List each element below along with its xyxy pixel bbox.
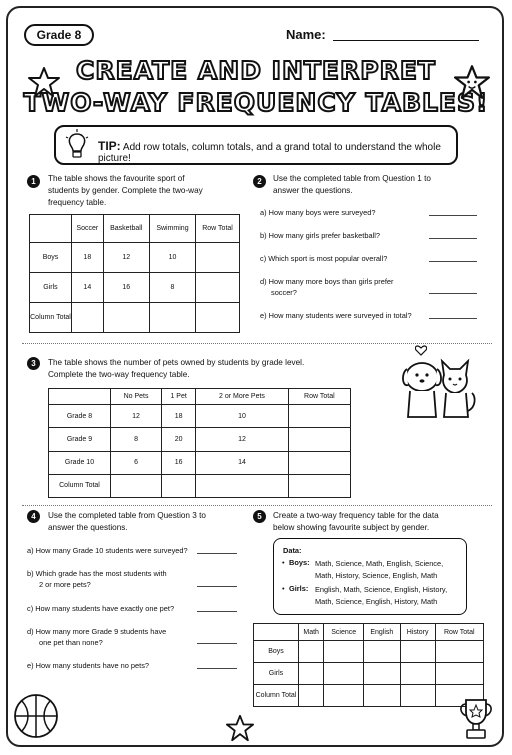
answer-cell[interactable] [299,663,324,685]
lightbulb-icon [64,129,90,161]
table-cell: 14 [72,273,104,303]
answer-cell[interactable] [288,451,350,474]
table-cell: 18 [72,243,104,273]
answer-line[interactable] [429,238,477,239]
answer-cell[interactable] [324,663,364,685]
table-header-cell: 1 Pet [162,389,196,405]
title-line-2: TWO-WAY FREQUENCY TABLES! [23,88,489,117]
q4-question-b: b) Which grade has the most students with [27,569,167,578]
question-number-5: 5 [253,510,266,523]
q5-instructions [273,510,439,534]
answer-cell[interactable] [162,474,196,497]
boys-bullet: • [282,558,285,567]
table-header-cell: No Pets [111,389,162,405]
answer-line[interactable] [429,261,477,262]
answer-cell[interactable] [400,685,435,707]
table-header-cell: Row Total [435,624,483,641]
answer-cell[interactable] [364,663,401,685]
question-number-2: 2 [253,175,266,188]
answer-cell[interactable] [288,428,350,451]
table-header-cell: Basketball [103,215,149,243]
girls-data-line: Math, Science, English, History, Math [315,597,438,606]
row-label: Column Total [49,474,111,497]
q4-instructions [48,510,206,534]
section-divider [22,343,492,344]
q2-question-d-cont: soccer? [271,288,297,297]
q4-question-d-cont: one pet than none? [39,638,103,647]
table-cell: 16 [103,273,149,303]
star-icon [226,714,254,742]
row-label: Girls [30,273,72,303]
q1-instructions [48,173,203,209]
boys-data [315,558,443,582]
answer-line[interactable] [197,553,237,554]
answer-cell[interactable] [400,641,435,663]
answer-cell[interactable] [324,685,364,707]
table-header-cell: History [400,624,435,641]
row-label: Grade 8 [49,405,111,428]
answer-cell[interactable] [324,641,364,663]
q1-line: The table shows the favourite sport of [48,174,185,183]
row-label: Girls [254,663,299,685]
table-header-cell: Row Total [288,389,350,405]
boys-data-line: Math, History, Science, English, Math [315,571,438,580]
dog-cat-icon [398,355,478,421]
answer-cell[interactable] [149,303,195,333]
title-line-1: CREATE AND INTERPRET [76,56,436,85]
answer-line[interactable] [429,215,477,216]
q4-question-e: e) How many students have no pets? [27,661,150,670]
table-header-cell [30,215,72,243]
q4-question-c: c) How many students have exactly one pet? [27,604,175,613]
row-label: Boys [30,243,72,273]
q1-line: students by gender. Complete the two-way [48,186,203,195]
q1-line: frequency table. [48,198,107,207]
table-cell: 8 [149,273,195,303]
girls-data [315,584,447,608]
data-label: Data: [283,546,302,555]
q4-line: answer the questions. [48,523,128,532]
answer-cell[interactable] [288,405,350,428]
question-number-3: 3 [27,357,40,370]
answer-line[interactable] [197,668,237,669]
tip-box [54,125,458,165]
answer-cell[interactable] [72,303,104,333]
answer-cell[interactable] [299,641,324,663]
q5-line: Create a two-way frequency table for the data [273,511,439,520]
answer-cell[interactable] [400,663,435,685]
q4-question-b-cont: 2 or more pets? [39,580,91,589]
table-header-cell: English [364,624,401,641]
answer-cell[interactable] [435,641,483,663]
answer-line[interactable] [429,318,477,319]
answer-line[interactable] [197,643,237,644]
answer-cell[interactable] [288,474,350,497]
answer-cell[interactable] [196,474,288,497]
answer-cell[interactable] [196,273,240,303]
answer-cell[interactable] [299,685,324,707]
tip-text [98,139,456,164]
tip-body: Add row totals, column totals, and a grand total to understand the whole picture! [98,142,441,164]
answer-cell[interactable] [103,303,149,333]
table-header-cell: Soccer [72,215,104,243]
table-cell: 12 [103,243,149,273]
answer-cell[interactable] [364,685,401,707]
table-cell: 12 [196,428,288,451]
table-cell: 18 [162,405,196,428]
data-box [273,538,467,615]
table-header-cell: Math [299,624,324,641]
q2-line: Use the completed table from Question 1 to [273,174,431,183]
q4-question-a: a) How many Grade 10 students were surveyed? [27,546,188,555]
q5-line: below showing favourite subject by gender. [273,523,430,532]
boys-label: Boys: [289,558,310,567]
q3-line: Complete the two-way frequency table. [48,370,190,379]
table-header-cell: Row Total [196,215,240,243]
table-header-cell: Science [324,624,364,641]
answer-cell[interactable] [111,474,162,497]
answer-cell[interactable] [196,303,240,333]
answer-line[interactable] [197,611,237,612]
girls-data-line: English, Math, Science, English, History, [315,585,448,594]
q4-question-d: d) How many more Grade 9 students have [27,627,167,636]
girls-bullet: • [282,584,285,593]
section-divider [22,505,492,506]
table-header-cell [49,389,111,405]
question-number-4: 4 [27,510,40,523]
q2-question-a: a) How many boys were surveyed? [260,208,376,217]
name-label: Name: [286,27,326,42]
basketball-icon [12,692,60,740]
girls-label: Girls: [289,584,309,593]
table-cell: 14 [196,451,288,474]
row-label: Boys [254,641,299,663]
table-cell: 10 [149,243,195,273]
table-cell: 20 [162,428,196,451]
q2-instructions [273,173,431,197]
answer-cell[interactable] [196,243,240,273]
name-input-line[interactable] [333,40,479,41]
star-icon [28,66,60,98]
row-label: Grade 10 [49,451,111,474]
grade-badge: Grade 8 [24,24,94,46]
table-cell: 8 [111,428,162,451]
answer-line[interactable] [429,293,477,294]
star-icon [454,64,490,100]
q2-line: answer the questions. [273,186,353,195]
tip-label: TIP: [98,139,121,153]
boys-data-line: Math, Science, Math, English, Science, [315,559,444,568]
question-number-1: 1 [27,175,40,188]
q2-question-e: e) How many students were surveyed in total? [260,311,412,320]
q3-table [48,388,351,498]
table-cell: 6 [111,451,162,474]
table-cell: 12 [111,405,162,428]
table-header-cell [254,624,299,641]
q2-question-d: d) How many more boys than girls prefer [260,277,394,286]
trophy-icon [457,696,495,742]
answer-cell[interactable] [435,663,483,685]
table-cell: 10 [196,405,288,428]
q3-line: The table shows the number of pets owned by students by grade level. [48,358,305,367]
q1-table [29,214,240,333]
answer-line[interactable] [197,586,237,587]
table-header-cell: 2 or More Pets [196,389,288,405]
answer-cell[interactable] [364,641,401,663]
row-label: Column Total [254,685,299,707]
q3-instructions [48,357,304,381]
q4-line: Use the completed table from Question 3 to [48,511,206,520]
row-label: Column Total [30,303,72,333]
table-cell: 16 [162,451,196,474]
q5-table [253,623,484,707]
table-header-cell: Swimming [149,215,195,243]
q2-question-c: c) Which sport is most popular overall? [260,254,388,263]
q2-question-b: b) How many girls prefer basketball? [260,231,380,240]
row-label: Grade 9 [49,428,111,451]
